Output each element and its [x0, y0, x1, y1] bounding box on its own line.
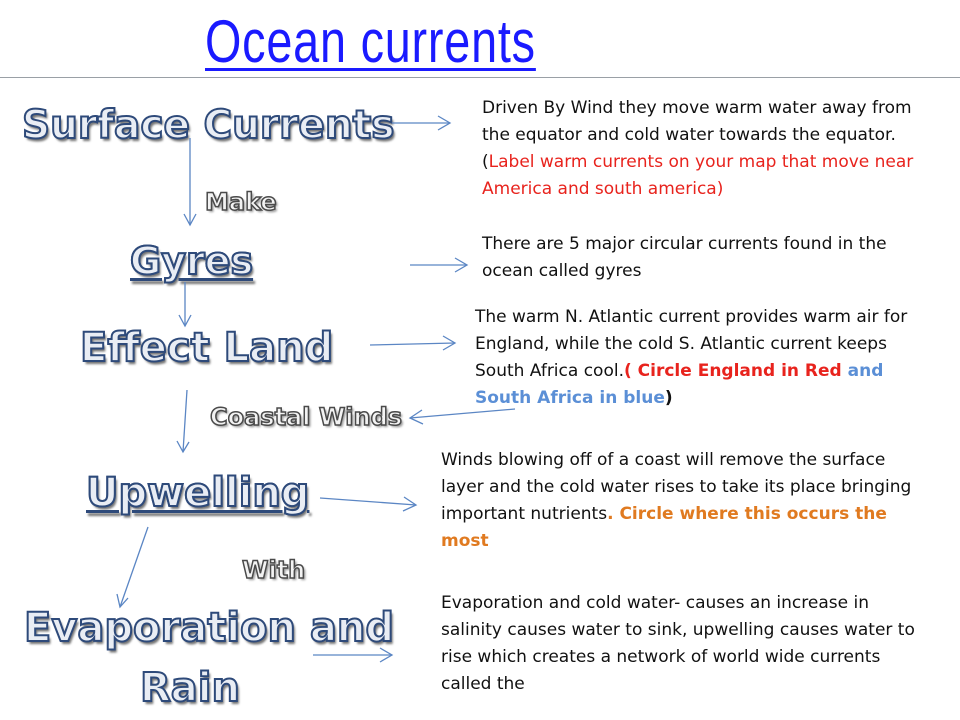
node-effect-land: Effect Land	[80, 325, 334, 371]
arrow-gyres-to-description	[410, 258, 467, 272]
arrow-upwelling-to-evaporation	[117, 527, 148, 607]
description-effect-land: The warm N. Atlantic current provides warm air for England, while the cold S. Atlantic current keeps South Africa cool.( Circle England in Red and South Africa in blue)	[475, 307, 908, 408]
arrow-upwelling-to-description	[320, 497, 416, 511]
arrow-evaporation-to-description	[313, 648, 392, 662]
connector-with: With	[242, 556, 306, 584]
arrow-gyres-to-effect-land	[179, 282, 191, 326]
arrow-description-to-coastal-winds	[410, 409, 515, 424]
node-surface-currents: Surface Currents	[22, 103, 395, 148]
arrow-effect-to-description	[370, 336, 455, 350]
description-surface-currents: Driven By Wind they move warm water away from the equator and cold water towards the equator. (Label warm currents on your map that move near America and south america)	[482, 98, 914, 199]
arrow-surface-to-gyres	[184, 138, 196, 225]
description-gyres: There are 5 major circular currents found in the ocean called gyres	[482, 234, 887, 281]
arrow-effect-land-to-upwelling	[177, 390, 189, 452]
node-evaporation-line1: Evaporation and	[24, 605, 395, 651]
connector-make: Make	[205, 188, 277, 216]
node-evaporation-line2: Rain	[140, 665, 240, 711]
connector-coastal-winds: Coastal Winds	[210, 403, 403, 431]
node-upwelling: Upwelling	[86, 470, 310, 516]
node-gyres: Gyres	[130, 239, 254, 283]
page-title: Ocean currents	[205, 8, 536, 75]
description-evaporation: Evaporation and cold water- causes an increase in salinity causes water to sink, upwelling causes water to rise which creates a network of world wide currents called the	[441, 593, 915, 694]
arrow-surface-to-description	[392, 116, 450, 130]
description-upwelling: Winds blowing off of a coast will remove the surface layer and the cold water rises to take its place bringing important nutrients. Circle where this occurs the most	[441, 450, 912, 551]
